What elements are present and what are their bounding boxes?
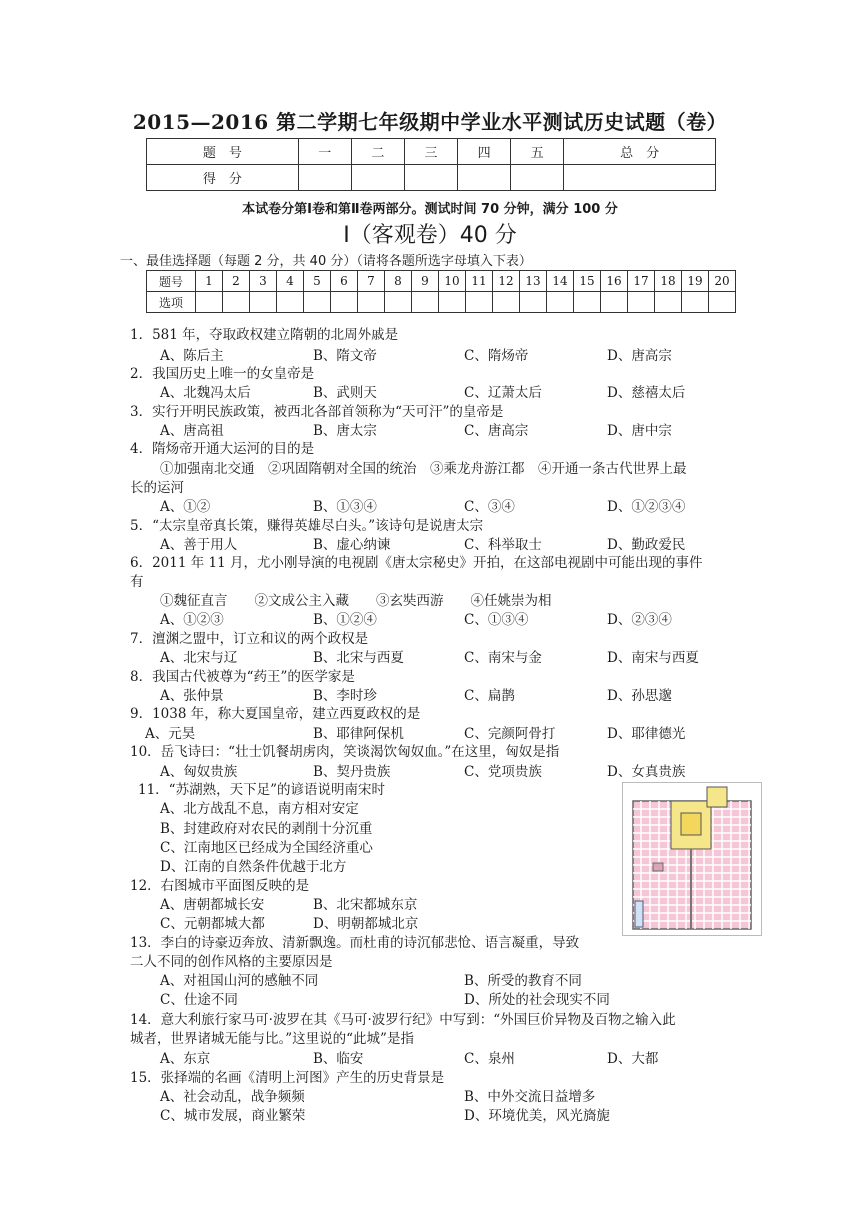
answer-option[interactable]: A、①②③ (160, 612, 224, 628)
score-cell: 二 (351, 139, 404, 165)
answer-option[interactable]: C、③④ (464, 499, 515, 515)
question-stem: 14．意大利旅行家马可·波罗在其《马可·波罗行纪》中写到：“外国巨价异物及百物之输入此 (130, 1012, 676, 1028)
answer-option[interactable]: B、契丹贵族 (313, 764, 391, 780)
question-stem: 4．隋炀帝开通大运河的目的是 (130, 441, 315, 457)
answer-option[interactable]: C、唐高宗 (464, 423, 529, 439)
question-stem: ①魏征直言 ②文成公主入藏 ③玄奘西游 ④任姚崇为相 (160, 593, 552, 609)
answer-choice-cell[interactable] (331, 292, 358, 313)
answer-option[interactable]: C、扁鹊 (464, 688, 515, 704)
answer-option[interactable]: A、匈奴贵族 (160, 764, 238, 780)
answer-option[interactable]: D、大都 (607, 1051, 659, 1067)
answer-choice-cell[interactable] (601, 292, 628, 313)
answer-choice-cell[interactable] (547, 292, 574, 313)
answer-choice-cell[interactable] (655, 292, 682, 313)
answer-number-cell: 4 (277, 271, 304, 292)
question-stem: 3．实行开明民族政策，被西北各部首领称为“天可汗”的皇帝是 (130, 404, 504, 420)
question-stem: 二人不同的创作风格的主要原因是 (130, 954, 333, 970)
answer-choice-cell[interactable] (520, 292, 547, 313)
answer-number-cell: 2 (223, 271, 250, 292)
answer-number-cell: 6 (331, 271, 358, 292)
answer-option[interactable]: B、北宋都城东京 (313, 897, 418, 913)
answer-option[interactable]: C、元朝都城大都 (160, 916, 265, 932)
answer-number-cell: 16 (601, 271, 628, 292)
answer-row-label: 题号 (147, 271, 196, 292)
answer-option[interactable]: A、北宋与辽 (160, 650, 238, 666)
answer-choice-cell[interactable] (628, 292, 655, 313)
answer-option[interactable]: C、仕途不同 (160, 992, 238, 1008)
section-heading: Ⅰ（客观卷）40 分 (343, 223, 517, 248)
answer-option[interactable]: A、社会动乱，战争频频 (160, 1089, 305, 1105)
answer-option[interactable]: A、陈后主 (160, 348, 224, 364)
answer-choice-row (147, 292, 736, 313)
answer-choice-cell[interactable] (196, 292, 223, 313)
score-label: 得 分 (147, 165, 299, 191)
answer-number-cell: 8 (385, 271, 412, 292)
score-cell: 题 号 (147, 139, 299, 165)
answer-option[interactable]: A、张仲景 (160, 688, 224, 704)
score-header-row (147, 139, 716, 165)
question-stem: 长的运河 (130, 480, 184, 496)
answer-option[interactable]: A、唐高祖 (160, 423, 224, 439)
answer-choice-cell[interactable] (358, 292, 385, 313)
answer-choice-cell[interactable] (250, 292, 277, 313)
answer-option[interactable]: B、虚心纳谏 (313, 537, 391, 553)
answer-number-cell: 11 (466, 271, 493, 292)
answer-option[interactable]: D、①②③④ (607, 499, 686, 515)
score-cell: 一 (298, 139, 351, 165)
answer-number-cell: 1 (196, 271, 223, 292)
city-plan-map (622, 782, 762, 936)
answer-number-cell: 10 (439, 271, 466, 292)
answer-number-row (147, 271, 736, 292)
answer-choice-cell[interactable] (466, 292, 493, 313)
answer-option[interactable]: C、科举取士 (464, 537, 542, 553)
score-value-row (147, 165, 716, 191)
answer-option[interactable]: A、对祖国山河的感触不同 (160, 973, 319, 989)
answer-option[interactable]: D、②③④ (607, 612, 672, 628)
question-stem: 5．“太宗皇帝真长策，赚得英雄尽白头。”该诗句是说唐太宗 (130, 518, 484, 534)
answer-row-label: 选项 (147, 292, 196, 313)
answer-option[interactable]: D、孙思邈 (607, 688, 672, 704)
answer-number-cell: 17 (628, 271, 655, 292)
answer-option[interactable]: B、唐太宗 (313, 423, 377, 439)
section-instruction: 一、最佳选择题（每题 2 分，共 40 分）（请将各题所选字母填入下表） (120, 254, 532, 269)
answer-option[interactable]: D、明朝都城北京 (313, 916, 419, 932)
answer-option[interactable]: B、武则天 (313, 385, 377, 401)
score-blank[interactable] (458, 165, 511, 191)
answer-option[interactable]: D、唐高宗 (607, 348, 672, 364)
answer-number-cell: 12 (493, 271, 520, 292)
question-stem: 2．我国历史上唯一的女皇帝是 (130, 366, 315, 382)
answer-number-cell: 5 (304, 271, 331, 292)
answer-option[interactable]: B、中外交流日益增多 (464, 1089, 596, 1105)
answer-option[interactable]: C、南宋与金 (464, 650, 542, 666)
answer-option[interactable]: D、女真贵族 (607, 764, 686, 780)
answer-option[interactable]: D、环境优美，风光旖旎 (464, 1108, 610, 1124)
answer-choice-cell[interactable] (709, 292, 736, 313)
question-stem: 8．我国古代被尊为“药王”的医学家是 (130, 669, 355, 685)
answer-number-cell: 7 (358, 271, 385, 292)
score-table (146, 138, 716, 191)
answer-option[interactable]: D、南宋与西夏 (607, 650, 699, 666)
score-blank[interactable] (404, 165, 457, 191)
answer-option[interactable]: A、北方战乱不息，南方相对安定 (160, 801, 359, 817)
answer-choice-cell[interactable] (493, 292, 520, 313)
question-stem: 12．右图城市平面图反映的是 (130, 878, 310, 894)
exam-note: 本试卷分第Ⅰ卷和第Ⅱ卷两部分。测试时间 70 分钟，满分 100 分 (242, 202, 618, 217)
score-blank[interactable] (351, 165, 404, 191)
score-blank[interactable] (298, 165, 351, 191)
question-stem: 有 (130, 574, 144, 590)
question-stem: 9．1038 年，称大夏国皇帝，建立西夏政权的是 (130, 706, 421, 722)
answer-option[interactable]: D、耶律德光 (607, 726, 686, 742)
score-cell: 四 (458, 139, 511, 165)
score-cell: 三 (404, 139, 457, 165)
answer-choice-cell[interactable] (412, 292, 439, 313)
answer-option[interactable]: B、①③④ (313, 499, 377, 515)
answer-number-cell: 9 (412, 271, 439, 292)
answer-option[interactable]: C、隋炀帝 (464, 348, 529, 364)
answer-number-cell: 15 (574, 271, 601, 292)
answer-option[interactable]: B、隋文帝 (313, 348, 377, 364)
answer-choice-cell[interactable] (439, 292, 466, 313)
score-cell: 五 (511, 139, 564, 165)
answer-option[interactable]: C、江南地区已经成为全国经济重心 (160, 840, 373, 856)
answer-option[interactable]: A、①② (160, 499, 211, 515)
answer-number-cell: 20 (709, 271, 736, 292)
answer-option[interactable]: C、泉州 (464, 1051, 515, 1067)
question-stem: 10．岳飞诗曰：“壮士饥餐胡虏肉，笑谈渴饮匈奴血。”在这里，匈奴是指 (130, 744, 560, 760)
question-stem: 6．2011 年 11 月，尤小刚导演的电视剧《唐太宗秘史》开拍，在这部电视剧中可能出现的事件 (130, 555, 703, 571)
answer-option[interactable]: A、善于用人 (160, 537, 238, 553)
question-stem: ①加强南北交通 ②巩固隋朝对全国的统治 ③乘龙舟游江都 ④开通一条古代世界上最 (160, 461, 687, 477)
answer-option[interactable]: B、临安 (313, 1051, 364, 1067)
question-stem: 15．张择端的名画《清明上河图》产生的历史背景是 (130, 1070, 445, 1086)
answer-option[interactable]: D、所处的社会现实不同 (464, 992, 610, 1008)
exam-title: 2015—2016 第二学期七年级期中学业水平测试历史试题（卷） (132, 110, 728, 134)
answer-option[interactable]: C、党项贵族 (464, 764, 542, 780)
answer-option[interactable]: C、①③④ (464, 612, 529, 628)
score-blank[interactable] (564, 165, 716, 191)
answer-option[interactable]: A、东京 (160, 1051, 211, 1067)
answer-choice-cell[interactable] (574, 292, 601, 313)
answer-option[interactable]: A、北魏冯太后 (160, 385, 251, 401)
answer-option[interactable]: D、慈禧太后 (607, 385, 686, 401)
question-stem: 7．澶渊之盟中，订立和议的两个政权是 (130, 631, 369, 647)
score-cell: 总 分 (564, 139, 716, 165)
answer-number-cell: 3 (250, 271, 277, 292)
answer-number-cell: 19 (682, 271, 709, 292)
answer-choice-cell[interactable] (682, 292, 709, 313)
question-stem: 1．581 年，夺取政权建立隋朝的北周外戚是 (130, 327, 399, 343)
answer-table (146, 270, 736, 313)
answer-option[interactable]: B、北宋与西夏 (313, 650, 404, 666)
answer-option[interactable]: D、勤政爱民 (607, 537, 686, 553)
answer-option[interactable]: C、完颜阿骨打 (464, 726, 556, 742)
answer-choice-cell[interactable] (223, 292, 250, 313)
score-blank[interactable] (511, 165, 564, 191)
answer-option[interactable]: C、辽萧太后 (464, 385, 542, 401)
answer-option[interactable]: D、唐中宗 (607, 423, 672, 439)
answer-choice-cell[interactable] (385, 292, 412, 313)
answer-option[interactable]: B、所受的教育不同 (464, 973, 582, 989)
answer-option[interactable]: C、城市发展，商业繁荣 (160, 1108, 306, 1124)
answer-option[interactable]: D、江南的自然条件优越于北方 (160, 859, 347, 875)
question-stem: 13．李白的诗豪迈奔放、清新飘逸。而杜甫的诗沉郁悲怆、语言凝重，导致 (130, 935, 580, 951)
answer-option[interactable]: B、李时珍 (313, 688, 377, 704)
answer-choice-cell[interactable] (277, 292, 304, 313)
answer-option[interactable]: A、元昊 (145, 726, 196, 742)
answer-number-cell: 13 (520, 271, 547, 292)
question-stem: 城者，世界诸城无能与比。”这里说的“此城”是指 (130, 1031, 414, 1047)
answer-option[interactable]: B、①②④ (313, 612, 377, 628)
answer-option[interactable]: B、封建政府对农民的剥削十分沉重 (160, 821, 373, 837)
answer-number-cell: 14 (547, 271, 574, 292)
answer-option[interactable]: A、唐朝都城长安 (160, 897, 265, 913)
answer-number-cell: 18 (655, 271, 682, 292)
question-stem: 11．“苏湖熟，天下足”的谚语说明南宋时 (138, 782, 385, 798)
answer-choice-cell[interactable] (304, 292, 331, 313)
answer-option[interactable]: B、耶律阿保机 (313, 726, 404, 742)
